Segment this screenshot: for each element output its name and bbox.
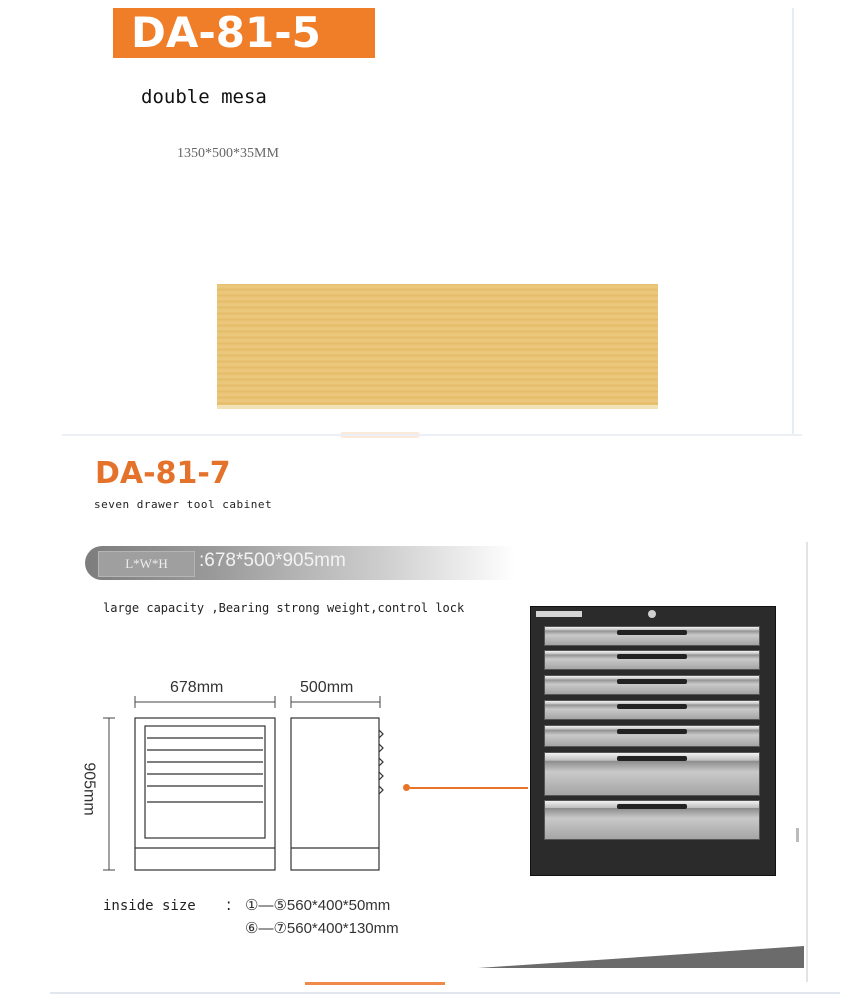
cabinet-description: seven drawer tool cabinet [94, 498, 273, 511]
inside-size-row: ⑥—⑦560*400*130mm [245, 920, 399, 937]
cabinet-drawer [544, 800, 760, 840]
drawer-handle [617, 630, 687, 635]
drawer-handle [617, 654, 687, 659]
section-divider [62, 434, 802, 436]
page-bottom-divider [50, 992, 840, 994]
decor-wedge [478, 946, 804, 970]
front-view [135, 718, 275, 870]
product-title: double mesa [141, 86, 267, 108]
cabinet-drawer [544, 626, 760, 646]
cabinet-drawer [544, 700, 760, 720]
wood-mesa-image [217, 284, 658, 409]
cabinet-code: DA-81-7 [95, 456, 231, 491]
depth-dimension: 500mm [300, 679, 354, 696]
callout-dot [403, 784, 410, 791]
lwh-label: L*W*H [98, 551, 195, 577]
inside-size-label: inside size [103, 898, 196, 914]
height-dimension: 905mm [80, 762, 98, 816]
side-view [291, 718, 383, 870]
brand-plate [536, 611, 582, 617]
width-dimension: 678mm [170, 679, 224, 696]
drawer-handle [617, 679, 687, 684]
cabinet-drawer [544, 725, 760, 747]
cabinet-drawer [544, 650, 760, 670]
decor-accent-line [305, 982, 445, 985]
drawer-handle [617, 729, 687, 734]
cabinet-drawer [544, 675, 760, 695]
drawer-handle [617, 704, 687, 709]
cabinet-drawer [544, 752, 760, 796]
product-size: 1350*500*35MM [177, 146, 279, 161]
inside-size-colon: : [226, 895, 232, 914]
drawer-handle [617, 804, 687, 809]
scroll-mark [796, 828, 799, 842]
feature-list: large capacity ,Bearing strong weight,control lock [103, 601, 465, 615]
lock-icon [648, 610, 656, 618]
lwh-value: :678*500*905mm [199, 550, 346, 571]
panel-border [806, 542, 808, 982]
drawer-handle [617, 756, 687, 761]
technical-drawing [95, 690, 395, 880]
inside-size-row: ①—⑤560*400*50mm [245, 897, 391, 914]
product-code-badge: DA-81-5 [113, 8, 375, 58]
callout-line [410, 787, 528, 789]
